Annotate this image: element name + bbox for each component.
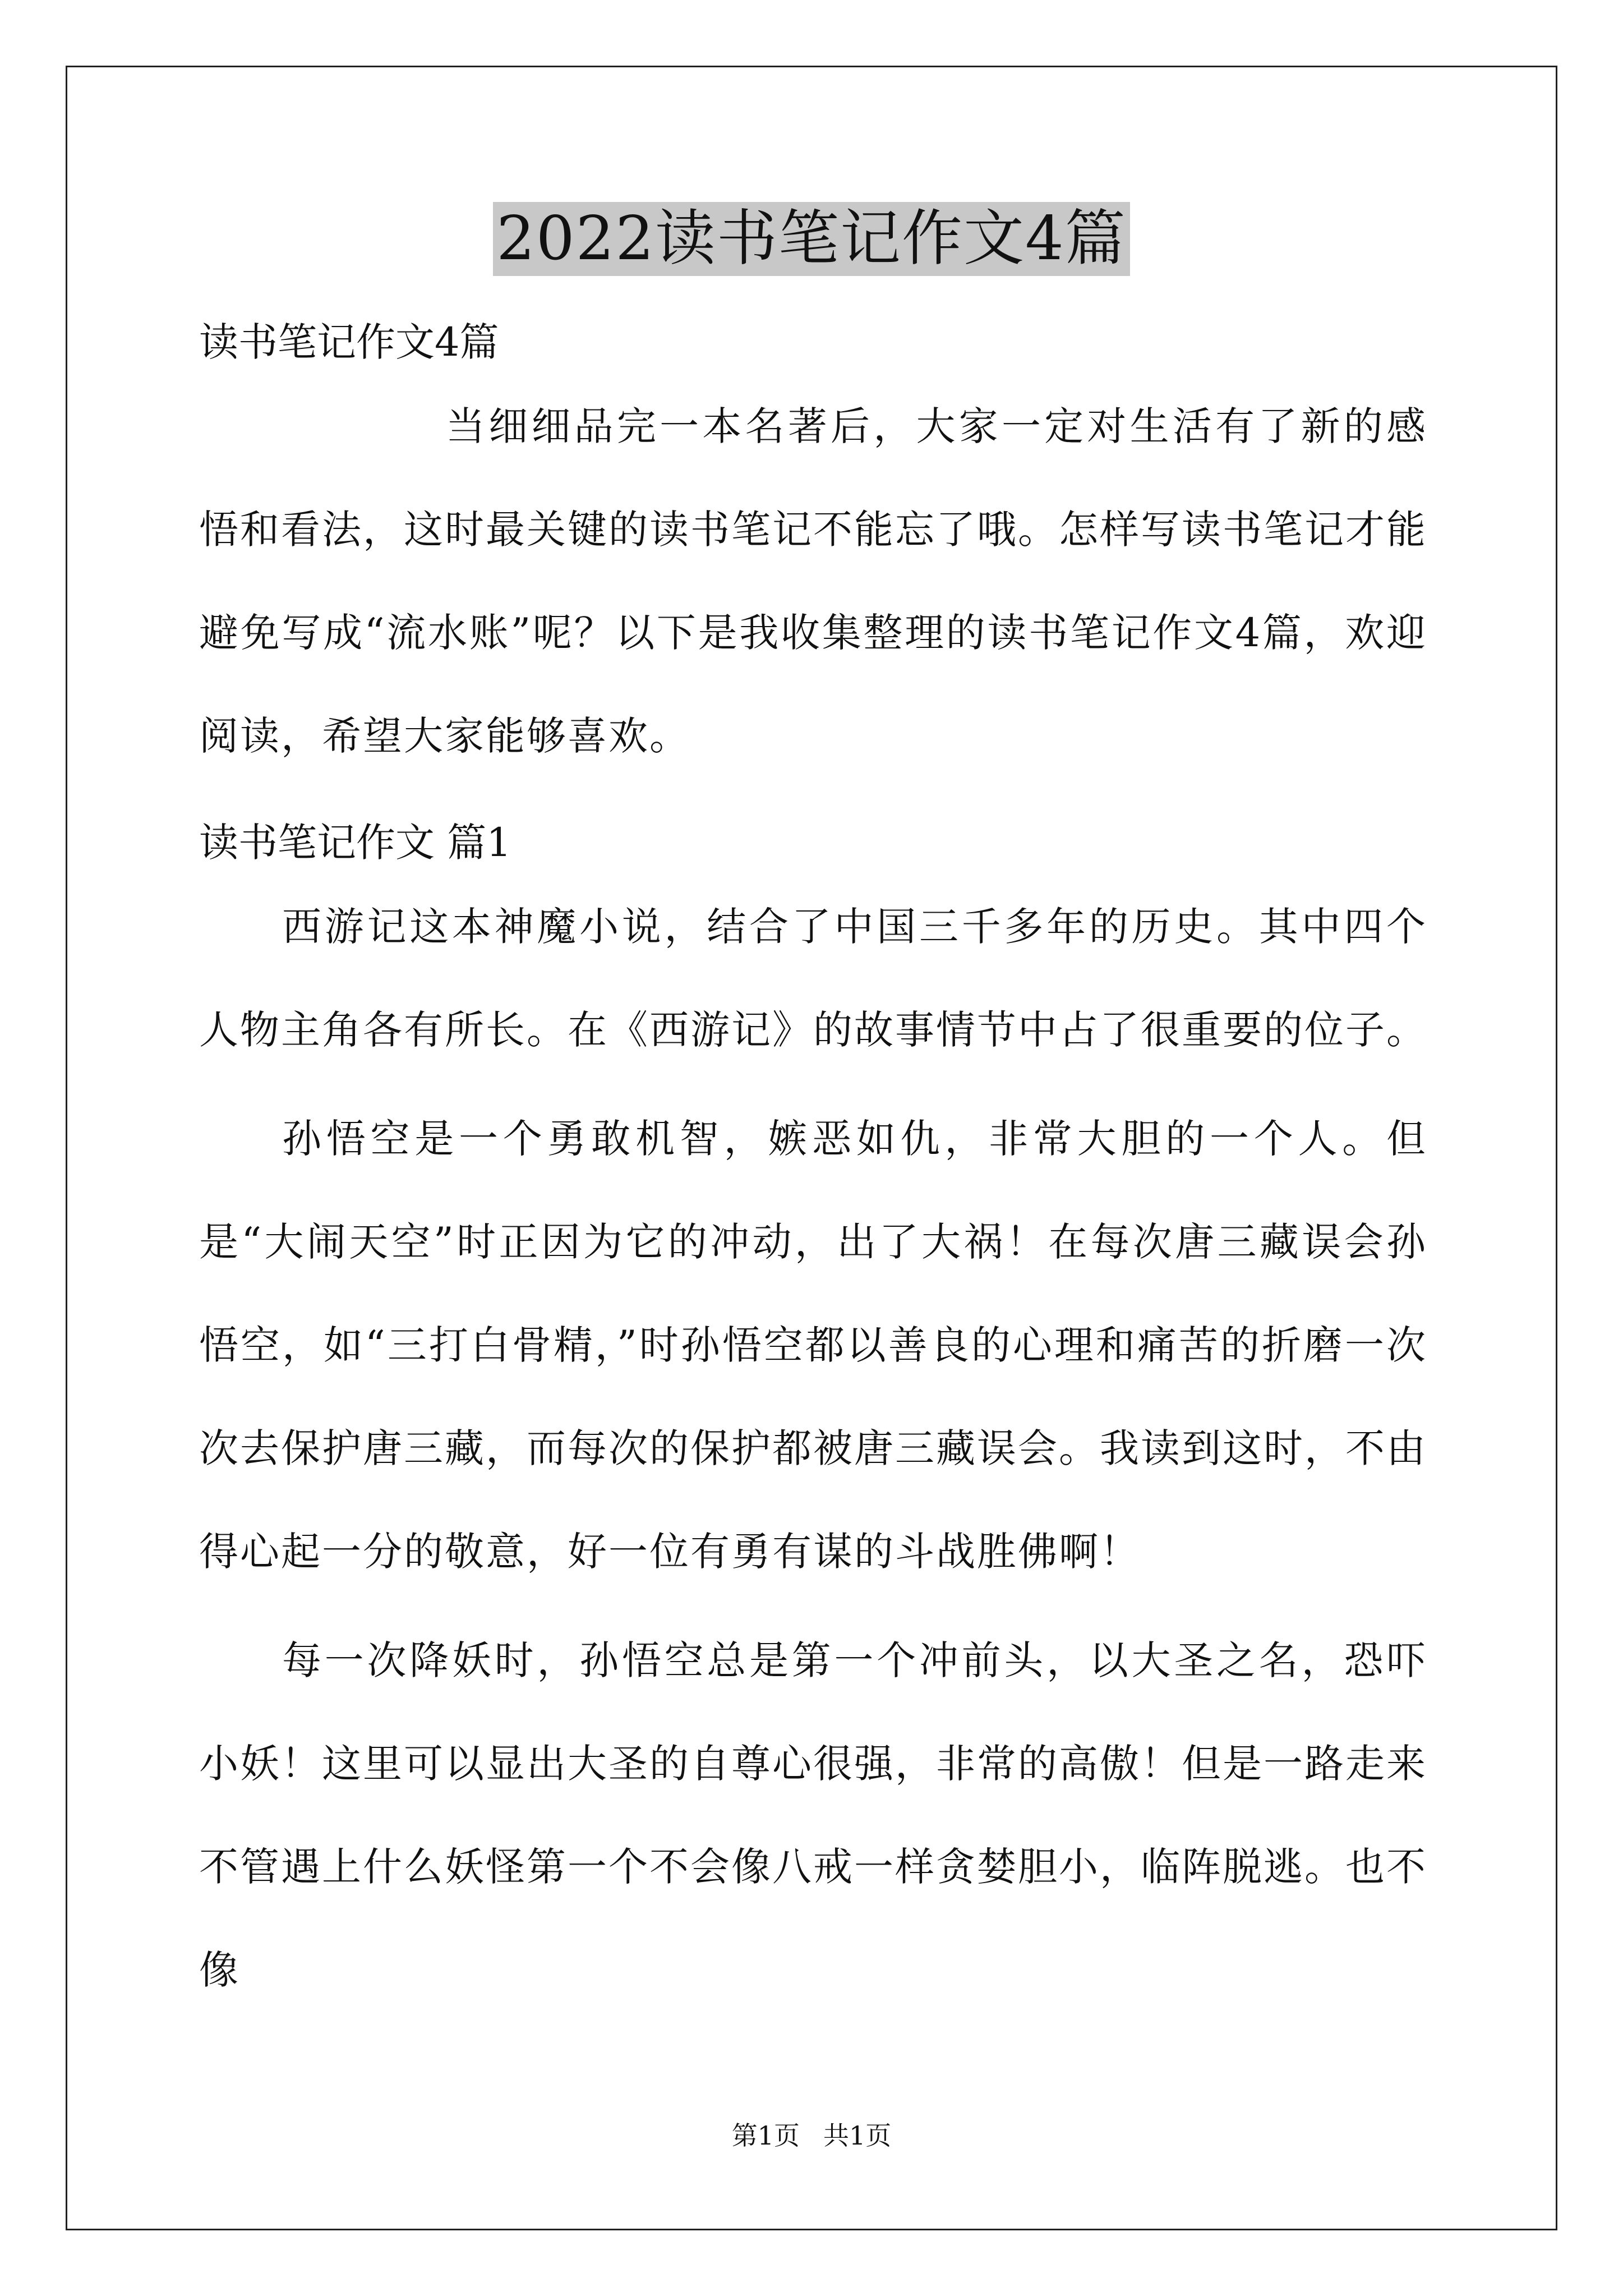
body-paragraph: 孙悟空是一个勇敢机智，嫉恶如仇，非常大胆的一个人。但是“大闹天空”时正因为它的冲动，出了大祸！在每次唐三藏误会孙悟空，如“三打白骨精，”时孙悟空都以善良的心理和痛苦的折磨一次次去保护唐三藏，而每次的保护都被唐三藏误会。我读到这时，不由得心起一分的敬意，好一位有勇有谋的斗战胜佛啊！ <box>199 1116 1427 1575</box>
document-subtitle: 读书笔记作文4篇 <box>199 319 499 365</box>
body-paragraph: 每一次降妖时，孙悟空总是第一个冲前头，以大圣之名，恐吓小妖！这里可以显出大圣的自尊心很强，非常的高傲！但是一路走来不管遇上什么妖怪第一个不会像八戒一样贪婪胆小，临阵脱逃。也不像 <box>199 1637 1427 1993</box>
page-total: 共1页 <box>823 2120 892 2151</box>
section-heading: 读书笔记作文 篇1 <box>199 820 511 866</box>
body-paragraph: 西游记这本神魔小说，结合了中国三千多年的历史。其中四个人物主角各有所长。在《西游记》的故事情节中占了很重要的位子。 <box>199 904 1427 1053</box>
page-number: 第1页 <box>731 2120 800 2151</box>
intro-paragraph: 当细细品完一本名著后，大家一定对生活有了新的感悟和看法，这时最关键的读书笔记不能忘了哦。怎样写读书笔记才能避免写成“流水账”呢？以下是我收集整理的读书笔记作文4篇，欢迎阅读，希望大家能够喜欢。 <box>199 403 1427 759</box>
document-title: 2022读书笔记作文4篇 <box>493 202 1130 276</box>
page-footer <box>0 2119 1623 2152</box>
title-wrap <box>0 202 1623 276</box>
document-body <box>199 320 1427 2022</box>
